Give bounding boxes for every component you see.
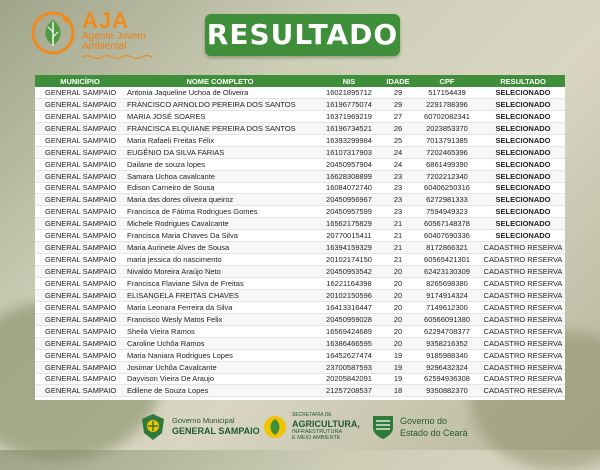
cell-municipio: GENERAL SAMPAIO <box>35 242 125 254</box>
gov-ceara-logo <box>370 411 468 445</box>
cell-idade: 29 <box>383 98 413 110</box>
leaf-badge-icon <box>30 10 76 56</box>
cell-nis: 16394159329 <box>315 242 383 254</box>
cell-cpf: 9350882370 <box>413 385 481 397</box>
cell-idade: 20 <box>383 337 413 349</box>
table-row <box>35 206 565 218</box>
cell-nis: 20205842091 <box>315 373 383 385</box>
aja-logo <box>30 8 180 62</box>
cell-cpf: 60567148378 <box>413 218 481 230</box>
column-header-municipio: MUNICÍPIO <box>60 76 100 86</box>
table-row <box>35 134 565 146</box>
cell-nis: 16221164398 <box>315 278 383 290</box>
table-row <box>35 325 565 337</box>
cell-idade: 24 <box>383 146 413 158</box>
table-row <box>35 158 565 170</box>
cell-nome: FRANCISCO ARNOLDO PEREIRA DOS SANTOS <box>125 98 315 110</box>
secretaria-logo <box>262 411 362 445</box>
cell-idade: 21 <box>383 218 413 230</box>
cell-municipio: GENERAL SAMPAIO <box>35 337 125 349</box>
cell-nome: Michele Rodrigues Cavalcante <box>125 218 315 230</box>
header <box>0 0 600 68</box>
cell-nome: MARIA JOSÉ SOARES <box>125 110 315 122</box>
cell-resultado: SELECIONADO <box>481 134 565 146</box>
cell-municipio: GENERAL SAMPAIO <box>35 182 125 194</box>
cell-resultado: SELECIONADO <box>481 182 565 194</box>
cell-resultado: CADASTRO RESERVA <box>481 266 565 278</box>
cell-municipio: GENERAL SAMPAIO <box>35 194 125 206</box>
cell-nome: FRANCISCA ELQUIANE PEREIRA DOS SANTOS <box>125 122 315 134</box>
cell-cpf: 2023853370 <box>413 122 481 134</box>
cell-municipio: GENERAL SAMPAIO <box>35 206 125 218</box>
cell-nome: Dayvison Vieira De Araujo <box>125 373 315 385</box>
table-row <box>35 87 565 98</box>
cell-cpf: 8265698380 <box>413 278 481 290</box>
table-row <box>35 230 565 242</box>
cell-municipio: GENERAL SAMPAIO <box>35 278 125 290</box>
cell-municipio: GENERAL SAMPAIO <box>35 289 125 301</box>
cell-nome: Edilene de Souza Lopes <box>125 385 315 397</box>
cell-nis: 16196775074 <box>315 98 383 110</box>
table-row <box>35 361 565 373</box>
cell-municipio: GENERAL SAMPAIO <box>35 218 125 230</box>
cell-resultado: SELECIONADO <box>481 206 565 218</box>
cell-nis: 16413316447 <box>315 301 383 313</box>
cell-nome: Caroline Uchôa Ramos <box>125 337 315 349</box>
cell-nome: Francisca de Fátima Rodrigues Gomes <box>125 206 315 218</box>
table-row <box>35 110 565 122</box>
cell-nis: 20450959028 <box>315 313 383 325</box>
cell-nome: Francisca Flaviane Silva de Freitas <box>125 278 315 290</box>
logo-subtitle-line1: Agente Jovem <box>82 31 146 42</box>
wave-decoration-icon <box>82 54 152 60</box>
table-row <box>35 170 565 182</box>
municipal-crest-icon <box>140 413 166 441</box>
cell-municipio: GENERAL SAMPAIO <box>35 98 125 110</box>
cell-nome: Dailane de souza lopes <box>125 158 315 170</box>
cell-resultado: CADASTRO RESERVA <box>481 289 565 301</box>
cell-nis: 20102150596 <box>315 289 383 301</box>
cell-resultado: SELECIONADO <box>481 158 565 170</box>
cell-idade: 23 <box>383 206 413 218</box>
column-header-resultado: RESULTADO <box>500 76 546 86</box>
gov-municipal-name: GENERAL SAMPAIO <box>172 426 260 436</box>
cell-idade: 20 <box>383 313 413 325</box>
cell-nome: Sheila Vieira Ramos <box>125 325 315 337</box>
cell-cpf: 62594936308 <box>413 373 481 385</box>
cell-cpf: 9174914324 <box>413 289 481 301</box>
cell-nome: Maria Aurinete Alves de Sousa <box>125 242 315 254</box>
cell-nis: 16107317903 <box>315 146 383 158</box>
cell-idade: 24 <box>383 158 413 170</box>
cell-nis: 16196734521 <box>315 122 383 134</box>
cell-resultado: CADASTRO RESERVA <box>481 278 565 290</box>
cell-resultado: SELECIONADO <box>481 122 565 134</box>
cell-cpf: 7202465396 <box>413 146 481 158</box>
cell-resultado: CADASTRO RESERVA <box>481 301 565 313</box>
cell-municipio: GENERAL SAMPAIO <box>35 230 125 242</box>
cell-idade: 20 <box>383 301 413 313</box>
cell-resultado: SELECIONADO <box>481 230 565 242</box>
table-row <box>35 373 565 385</box>
cell-idade: 19 <box>383 361 413 373</box>
cell-cpf: 517154439 <box>413 87 481 98</box>
results-table-container <box>35 75 565 400</box>
cell-cpf: 60702082341 <box>413 110 481 122</box>
cell-resultado: CADASTRO RESERVA <box>481 337 565 349</box>
cell-nis: 16386466595 <box>315 337 383 349</box>
cell-cpf: 7202212340 <box>413 170 481 182</box>
cell-municipio: GENERAL SAMPAIO <box>35 87 125 98</box>
cell-nome: Francisca Maria Chaves Da Silva <box>125 230 315 242</box>
cell-idade: 23 <box>383 182 413 194</box>
table-row <box>35 313 565 325</box>
column-header-nome: NOME COMPLETO <box>186 76 254 86</box>
cell-cpf: 62423130309 <box>413 266 481 278</box>
cell-idade: 23 <box>383 170 413 182</box>
cell-cpf: 60565421301 <box>413 254 481 266</box>
cell-municipio: GENERAL SAMPAIO <box>35 266 125 278</box>
cell-nis: 23700587593 <box>315 361 383 373</box>
cell-idade: 23 <box>383 194 413 206</box>
cell-nome: Nivaldo Moreira Araújo Neto <box>125 266 315 278</box>
table-row <box>35 122 565 134</box>
cell-resultado: CADASTRO RESERVA <box>481 349 565 361</box>
cell-resultado: SELECIONADO <box>481 110 565 122</box>
cell-idade: 25 <box>383 134 413 146</box>
footer <box>0 405 600 450</box>
cell-resultado: CADASTRO RESERVA <box>481 313 565 325</box>
cell-idade: 19 <box>383 349 413 361</box>
table-row <box>35 182 565 194</box>
cell-nome: ELISANGELA FREITAS CHAVES <box>125 289 315 301</box>
table-row <box>35 289 565 301</box>
cell-idade: 21 <box>383 230 413 242</box>
cell-nome: Francisco Wesly Matos Felix <box>125 313 315 325</box>
cell-nome: Edison Carneiro de Sousa <box>125 182 315 194</box>
cell-resultado: CADASTRO RESERVA <box>481 254 565 266</box>
cell-nis: 16452627474 <box>315 349 383 361</box>
cell-municipio: GENERAL SAMPAIO <box>35 373 125 385</box>
table-row <box>35 278 565 290</box>
cell-cpf: 2291788396 <box>413 98 481 110</box>
cell-nome: Maria Rafaeli Freitas Félix <box>125 134 315 146</box>
cell-municipio: GENERAL SAMPAIO <box>35 349 125 361</box>
cell-resultado: SELECIONADO <box>481 170 565 182</box>
table-row <box>35 194 565 206</box>
table-row <box>35 337 565 349</box>
gov-municipal-label: Governo Municipal <box>172 416 235 425</box>
cell-resultado: CADASTRO RESERVA <box>481 242 565 254</box>
cell-municipio: GENERAL SAMPAIO <box>35 254 125 266</box>
table-row <box>35 146 565 158</box>
cell-cpf: 6861499390 <box>413 158 481 170</box>
cell-idade: 27 <box>383 110 413 122</box>
table-row <box>35 385 565 397</box>
cell-idade: 18 <box>383 385 413 397</box>
cell-municipio: GENERAL SAMPAIO <box>35 325 125 337</box>
page-title: RESULTADO <box>206 18 399 51</box>
cell-cpf: 9185988340 <box>413 349 481 361</box>
cell-nome: Josimar Uchôa Cavalcante <box>125 361 315 373</box>
cell-resultado: SELECIONADO <box>481 218 565 230</box>
cell-resultado: SELECIONADO <box>481 98 565 110</box>
cell-idade: 21 <box>383 254 413 266</box>
logo-title: AJA <box>82 8 130 33</box>
cell-idade: 26 <box>383 122 413 134</box>
cell-nis: 20102174150 <box>315 254 383 266</box>
results-table <box>35 75 565 397</box>
cell-nis: 16569424689 <box>315 325 383 337</box>
cell-municipio: GENERAL SAMPAIO <box>35 361 125 373</box>
cell-municipio: GENERAL SAMPAIO <box>35 158 125 170</box>
cell-nis: 20450957599 <box>315 206 383 218</box>
secretaria-line2: INFRAESTRUTURA <box>292 429 343 435</box>
cell-cpf: 7594949323 <box>413 206 481 218</box>
cell-nis: 16628308899 <box>315 170 383 182</box>
cell-cpf: 7013791385 <box>413 134 481 146</box>
cell-idade: 20 <box>383 278 413 290</box>
secretaria-line3: E MEIO AMBIENTE <box>292 435 341 441</box>
cell-idade: 20 <box>383 289 413 301</box>
cell-nis: 16371969219 <box>315 110 383 122</box>
cell-idade: 21 <box>383 242 413 254</box>
cell-municipio: GENERAL SAMPAIO <box>35 134 125 146</box>
cell-cpf: 6272981333 <box>413 194 481 206</box>
table-row <box>35 254 565 266</box>
cell-nis: 16393299984 <box>315 134 383 146</box>
gov-ceara-line2: Estado do Ceará <box>400 428 468 438</box>
table-header-row <box>35 75 565 87</box>
cell-nome: Maria das dores oliveira queiroz <box>125 194 315 206</box>
cell-idade: 20 <box>383 266 413 278</box>
table-row <box>35 242 565 254</box>
column-header-cpf: CPF <box>439 76 455 86</box>
table-row <box>35 218 565 230</box>
cell-nome: EUGÊNIO DA SILVA FARIAS <box>125 146 315 158</box>
title-banner <box>205 14 400 56</box>
cell-municipio: GENERAL SAMPAIO <box>35 110 125 122</box>
cell-nis: 16021895712 <box>315 87 383 98</box>
gov-ceara-line1: Governo do <box>400 416 448 426</box>
cell-municipio: GENERAL SAMPAIO <box>35 301 125 313</box>
gov-municipal-logo <box>140 411 260 445</box>
cell-nome: Maria Leonara Ferreira da Silva <box>125 301 315 313</box>
column-header-idade: IDADE <box>386 76 410 86</box>
cell-cpf: 62294708377 <box>413 325 481 337</box>
cell-municipio: GENERAL SAMPAIO <box>35 122 125 134</box>
table-body <box>35 87 565 397</box>
cell-idade: 20 <box>383 325 413 337</box>
cell-nome: Antonia Jaqueline Uchoa de Oliveira <box>125 87 315 98</box>
secretaria-name: AGRICULTURA, <box>292 419 360 429</box>
cell-nome: maria jessica do nascimento <box>125 254 315 266</box>
cell-nis: 21257208537 <box>315 385 383 397</box>
logo-subtitle-line2: Ambiental <box>82 41 127 52</box>
cell-municipio: GENERAL SAMPAIO <box>35 170 125 182</box>
table-row <box>35 349 565 361</box>
cell-cpf: 60406250316 <box>413 182 481 194</box>
table-row <box>35 98 565 110</box>
cell-resultado: CADASTRO RESERVA <box>481 385 565 397</box>
state-crest-icon <box>370 413 396 441</box>
cell-nome: Maria Naniara Rodrigues Lopes <box>125 349 315 361</box>
cell-municipio: GENERAL SAMPAIO <box>35 385 125 397</box>
cell-municipio: GENERAL SAMPAIO <box>35 146 125 158</box>
cell-cpf: 9358216352 <box>413 337 481 349</box>
cell-nis: 16562175829 <box>315 218 383 230</box>
cell-cpf: 60407690336 <box>413 230 481 242</box>
cell-cpf: 9296432324 <box>413 361 481 373</box>
cell-resultado: SELECIONADO <box>481 87 565 98</box>
cell-municipio: GENERAL SAMPAIO <box>35 313 125 325</box>
cell-cpf: 60566091380 <box>413 313 481 325</box>
cell-resultado: CADASTRO RESERVA <box>481 325 565 337</box>
cell-cpf: 7149612300 <box>413 301 481 313</box>
secretaria-label: SECRETARIA DE <box>292 412 332 418</box>
cell-resultado: SELECIONADO <box>481 194 565 206</box>
cell-resultado: SELECIONADO <box>481 146 565 158</box>
cell-cpf: 8172866321 <box>413 242 481 254</box>
cell-resultado: CADASTRO RESERVA <box>481 361 565 373</box>
cell-nis: 20450957904 <box>315 158 383 170</box>
cell-nome: Samara Uchoa cavalcante <box>125 170 315 182</box>
table-row <box>35 301 565 313</box>
cell-idade: 29 <box>383 87 413 98</box>
column-header-nis: NIS <box>342 76 356 86</box>
sun-leaf-icon <box>262 413 288 441</box>
table-row <box>35 266 565 278</box>
cell-resultado: CADASTRO RESERVA <box>481 373 565 385</box>
cell-nis: 20450953542 <box>315 266 383 278</box>
cell-nis: 16084072740 <box>315 182 383 194</box>
cell-nis: 20450956967 <box>315 194 383 206</box>
cell-idade: 19 <box>383 373 413 385</box>
cell-nis: 20770015411 <box>315 230 383 242</box>
